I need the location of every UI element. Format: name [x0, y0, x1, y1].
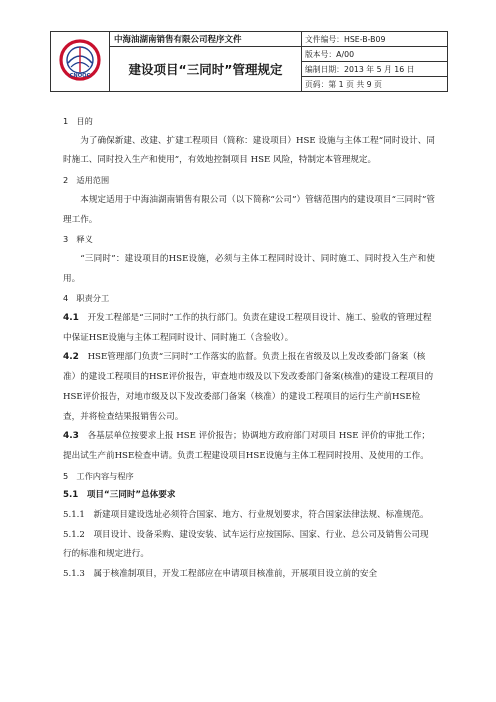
company-name: 中海油湖南销售有限公司程序文件 — [110, 32, 302, 47]
section-4-3-number: 4.3 — [63, 431, 79, 442]
section-2-text: 本规定适用于中海油湖南销售有限公司（以下简称“公司”）管辖范围内的建设项目“三同时”管理工作。 — [63, 194, 435, 225]
version-number: 版本号：A/00 — [302, 47, 448, 62]
section-5-1-1: 5.1.1 新建项目建设选址必须符合国家、地方、行业规划要求，符合国家法律法规、标准规范。 — [63, 510, 429, 521]
section-4-2-text: HSE管理部门负责“三同时”工作落实的监督。负责上报在省级及以上发改委部门备案（核准）的建设工程项目的HSE评价报告，审查地市级及以下发改委部门备案(核准)的建设工程项目的HSE评价报告，对地市级及以下发改委部门备案（核准）的建设工程项目的运行生产前HSE检查，并将检查结果报销售公司。 — [63, 352, 434, 422]
section-1-heading: 1 目的 — [63, 116, 93, 126]
section-5-1-3: 5.1.3 属于核准制项目，开发工程部应在申请项目核准前，开展项目设立前的安全 — [63, 569, 378, 580]
section-3-heading: 3 释义 — [63, 234, 93, 245]
section-4-1 — [63, 309, 435, 348]
section-3-text: “三同时”：建设项目的HSE设施，必须与主体工程同时设计、同时施工、同时投入生产和使用。 — [63, 253, 435, 284]
section-4-2 — [63, 348, 435, 427]
document-title: 建设项目“三同时”管理规定 — [110, 47, 302, 92]
section-4-1-number: 4.1 — [63, 313, 79, 324]
section-4-2-number: 4.2 — [63, 352, 79, 363]
logo-wordmark: CNOOC — [69, 72, 91, 79]
document-header-table — [50, 31, 448, 92]
document-body — [63, 112, 435, 585]
cnooc-logo-icon — [58, 38, 102, 82]
section-2-heading: 2 适用范围 — [63, 175, 110, 186]
company-logo — [51, 32, 110, 92]
doc-number: 文件编号：HSE-B-B09 — [302, 32, 448, 47]
section-4-heading: 4 职责分工 — [63, 293, 110, 304]
section-4-3-text: 各基层单位按要求上报 HSE 评价报告；协调地方政府部门对项目 HSE 评价的审批工作；提出试生产前HSE检查申请。负责工程建设项目HSE设施与主体工程同时投用、及使用的工作。 — [63, 431, 430, 461]
section-5-1-heading: 5.1 项目“三同时”总体要求 — [63, 490, 176, 501]
section-1-text: 为了确保新建、改建、扩建工程项目（简称：建设项目）HSE 设施与主体工程“同时设计、同时施工、同时投入生产和使用”，有效地控制项目 HSE 风险，特制定本管理规定。 — [63, 135, 435, 166]
section-4-3 — [63, 427, 435, 466]
section-5-1-2: 5.1.2 项目设计、设备采购、建设安装、试车运行应按国际、国家、行业、总公司及销售公司现行的标准和规定进行。 — [63, 529, 429, 560]
edit-date: 编制日期：2013 年 5 月 16 日 — [302, 62, 448, 77]
page-number: 页码：第 1 页 共 9 页 — [302, 77, 448, 92]
section-4-1-text: 开发工程部是“三同时”工作的执行部门。负责在建设工程项目设计、施工、验收的管理过程中保证HSE设施与主体工程同时设计、同时施工（含验收）。 — [63, 313, 432, 343]
section-5-heading: 5 工作内容与程序 — [63, 470, 134, 481]
